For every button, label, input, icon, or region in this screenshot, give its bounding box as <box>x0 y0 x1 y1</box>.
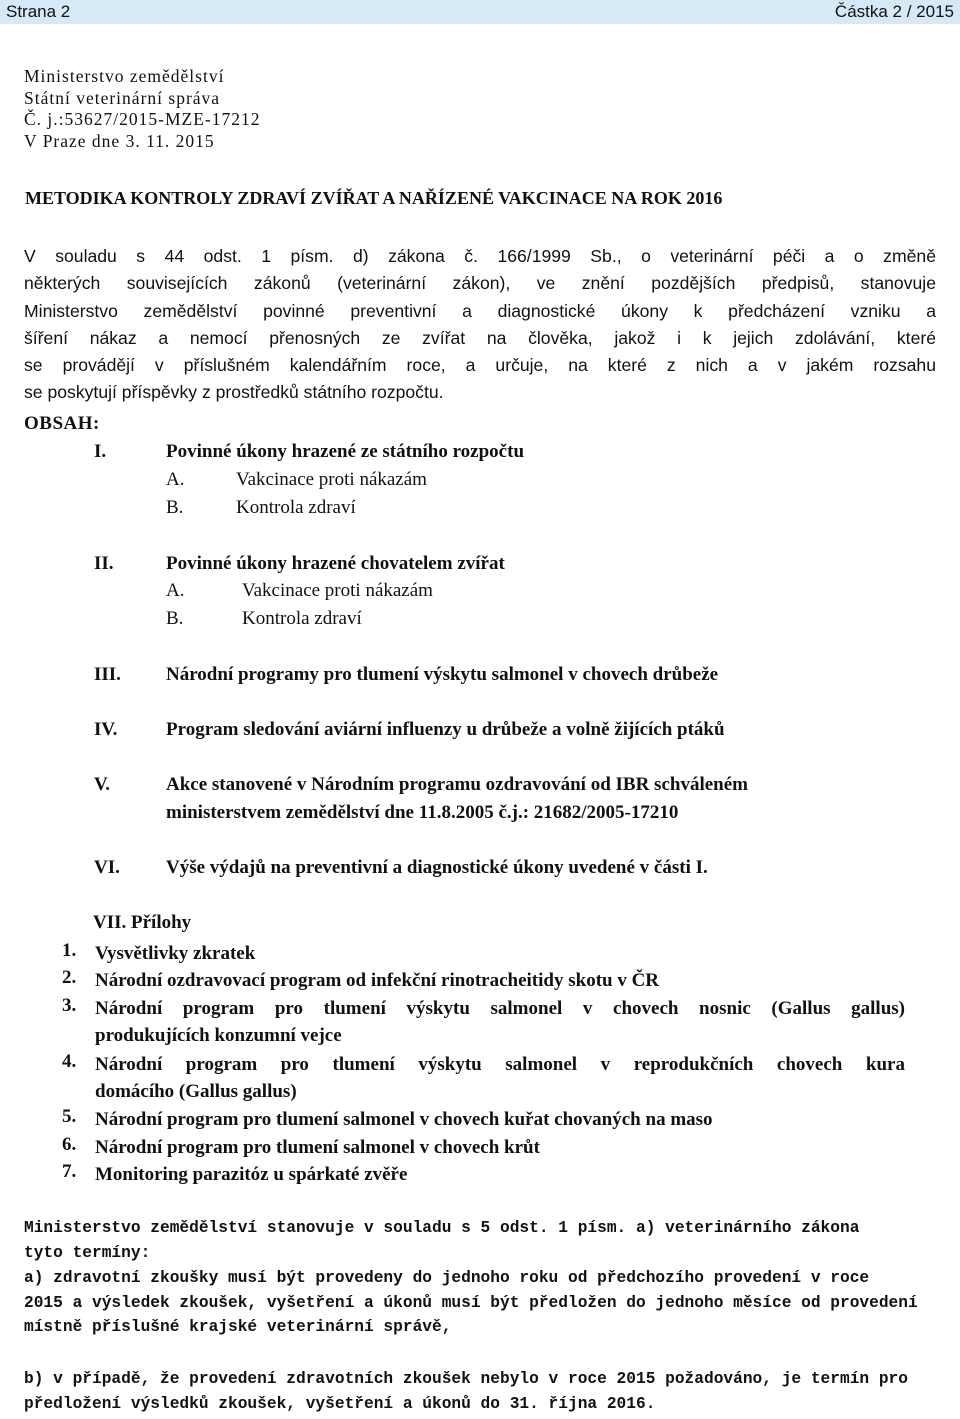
attachment-number: 4. <box>62 1051 77 1072</box>
attachment-number: 5. <box>62 1106 77 1127</box>
term-line: a) zdravotní zkoušky musí být provedeny do jednoho roku od předchozího provedení v roce <box>24 1269 870 1287</box>
attachment-title: Vysvětlivky zkratek <box>95 943 256 964</box>
intro-line: se poskytují příspěvky z prostředků státního rozpočtu. <box>24 382 444 403</box>
issue-number: Částka 2 / 2015 <box>834 2 954 21</box>
attachment-title-line: Národní program pro tlumení výskytu salmonel v chovech nosnic (Gallus gallus) <box>95 998 905 1019</box>
attachment-number: 1. <box>62 940 77 961</box>
section-title-continued: ministerstvem zemědělství dne 11.8.2005 č.j.: 21682/2005-17210 <box>166 802 679 823</box>
page-header <box>0 0 960 24</box>
terms-line: Ministerstvo zemědělství stanovuje v souladu s 5 odst. 1 písm. a) veterinárního zákona <box>24 1219 860 1237</box>
intro-line: Ministerstvo zemědělství povinné preventivní a diagnostické úkony k předcházení vzniku a <box>24 300 936 321</box>
office-name: Státní veterinární správa <box>24 87 221 108</box>
attachments-heading: VII. Přílohy <box>93 912 192 933</box>
sub-title: Kontrola zdraví <box>236 497 356 518</box>
term-line: místně příslušné krajské veterinární správě, <box>24 1318 452 1336</box>
intro-line: se provádějí v příslušném kalendářním roce, a určuje, na které z nich a v jakém rozsahu <box>24 355 936 376</box>
section-title: Povinné úkony hrazené chovatelem zvířat <box>166 553 505 574</box>
intro-paragraph <box>24 243 936 407</box>
sub-letter: B. <box>166 497 184 518</box>
attachment-title-line: produkujících konzumní vejce <box>95 1025 342 1046</box>
section-number: VI. <box>94 857 120 878</box>
attachment-title: Národní program pro tlumení salmonel v chovech krůt <box>95 1137 540 1158</box>
sub-letter: A. <box>166 580 185 601</box>
attachment-title-line: domácího (Gallus gallus) <box>95 1081 297 1102</box>
section-number: V. <box>94 774 111 795</box>
attachment-title <box>95 1051 905 1105</box>
term-b <box>24 1367 936 1416</box>
term-a <box>24 1266 936 1340</box>
attachment-title <box>95 995 905 1049</box>
reference-number: Č. j.:53627/2015-MZE-17212 <box>24 109 261 129</box>
intro-line: některých souvisejících zákonů (veterinární zákon), ve znění pozdějších předpisů, stanovuje <box>24 273 936 294</box>
document-date: V Praze dne 3. 11. 2015 <box>24 130 215 151</box>
attachment-number: 3. <box>62 995 77 1016</box>
section-title: Výše výdajů na preventivní a diagnostické úkony uvedené v části I. <box>166 857 708 878</box>
sub-letter: B. <box>166 608 184 629</box>
term-line: 2015 a výsledek zkoušek, vyšetření a úkonů musí být předložen do jednoho měsíce od provedení <box>24 1293 918 1312</box>
intro-line: šíření nákaz a nemocí přenosných ze zvířat na člověka, jakož i k jejich zdolávání, které <box>24 327 936 348</box>
attachment-number: 2. <box>62 967 77 988</box>
attachment-number: 7. <box>62 1161 77 1182</box>
section-number: IV. <box>94 719 118 740</box>
attachment-title: Národní program pro tlumení salmonel v chovech kuřat chovaných na maso <box>95 1109 713 1130</box>
document-meta <box>24 66 260 152</box>
sub-title: Kontrola zdraví <box>242 608 362 629</box>
section-title: Akce stanovené v Národním programu ozdravování od IBR schváleném <box>166 774 748 795</box>
attachment-title: Monitoring parazitóz u spárkaté zvěře <box>95 1164 408 1185</box>
sub-title: Vakcinace proti nákazám <box>236 469 427 490</box>
section-number: II. <box>94 553 114 574</box>
term-line: b) v případě, že provedení zdravotních zkoušek nebylo v roce 2015 požadováno, je termín pro <box>24 1370 908 1388</box>
attachment-number: 6. <box>62 1134 77 1155</box>
section-number: I. <box>94 441 107 462</box>
ministry-name: Ministerstvo zemědělství <box>24 66 225 86</box>
intro-line: V souladu s 44 odst. 1 písm. d) zákona č. 166/1999 Sb., o veterinární péči a o změně <box>24 246 936 266</box>
attachment-title: Národní ozdravovací program od infekční rinotracheitidy skotu v ČR <box>95 970 660 991</box>
sub-title: Vakcinace proti nákazám <box>242 580 433 601</box>
section-title: Povinné úkony hrazené ze státního rozpočtu <box>166 441 525 462</box>
section-title: Program sledování aviární influenzy u drůbeže a volně žijících ptáků <box>166 719 725 740</box>
sub-letter: A. <box>166 469 185 490</box>
terms-intro <box>24 1216 936 1265</box>
attachment-title-line: Národní program pro tlumení výskytu salmonel v reprodukčních chovech kura <box>95 1054 905 1075</box>
contents-heading: OBSAH: <box>24 413 100 434</box>
section-number: III. <box>94 664 121 685</box>
page-number: Strana 2 <box>6 2 71 21</box>
terms-line: tyto termíny: <box>24 1243 151 1262</box>
section-title: Národní programy pro tlumení výskytu salmonel v chovech drůbeže <box>166 664 719 685</box>
term-line: předložení výsledků zkoušek, vyšetření a úkonů do 31. října 2016. <box>24 1394 656 1413</box>
document-title: METODIKA KONTROLY ZDRAVÍ ZVÍŘAT A NAŘÍZENÉ VAKCINACE NA ROK 2016 <box>25 188 723 208</box>
